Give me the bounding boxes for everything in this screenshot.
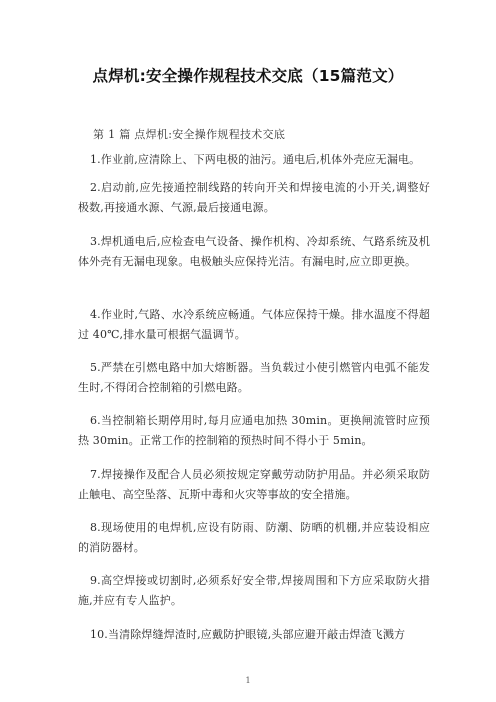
paragraph-9: 9.高空焊接或切割时,必须系好安全带,焊接周围和下方应采取防火措施,并应有专人监护。	[78, 574, 430, 607]
page-number: 1	[245, 676, 251, 685]
paragraph-10: 10.当清除焊缝焊渣时,应戴防护眼镜,头部应避开敲击焊渣飞溅方	[90, 628, 406, 641]
paragraph-2: 2.启动前,应先接通控制线路的转向开关和焊接电流的小开关,调整好极数,再接通水源、气源,最后接通电源。	[78, 181, 430, 214]
section-heading: 第 1 篇 点焊机:安全操作规程技术交底	[93, 128, 286, 141]
paragraph-6: 6.当控制箱长期停用时,每月应通电加热 30min。更换闸流管时应预热 30min。正常工作的控制箱的预热时间不得小于 5min。	[78, 414, 430, 447]
document-title: 点焊机:安全操作规程技术交底（15篇范文）	[92, 67, 404, 85]
paragraph-3: 3.焊机通电后,应检查电气设备、操作机构、冷却系统、气路系统及机体外壳有无漏电现象。电极触头应保持光洁。有漏电时,应立即更换。	[78, 235, 430, 268]
paragraph-7: 7.焊接操作及配合人员必须按规定穿戴劳动防护用品。并必须采取防止触电、高空坠落、瓦斯中毒和火灾等事故的安全措施。	[78, 468, 430, 501]
paragraph-8: 8.现场使用的电焊机,应设有防雨、防潮、防晒的机棚,并应装设相应的消防器材。	[78, 521, 430, 554]
paragraph-5: 5.严禁在引燃电路中加大熔断器。当负载过小使引燃管内电弧不能发生时,不得闭合控制箱的引燃电路。	[78, 361, 430, 394]
paragraph-4: 4.作业时,气路、水冷系统应畅通。气体应保持干燥。排水温度不得超过 40℃,排水量可根据气温调节。	[78, 308, 430, 341]
paragraph-1: 1.作业前,应清除上、下两电极的油污。通电后,机体外壳应无漏电。	[90, 153, 421, 166]
